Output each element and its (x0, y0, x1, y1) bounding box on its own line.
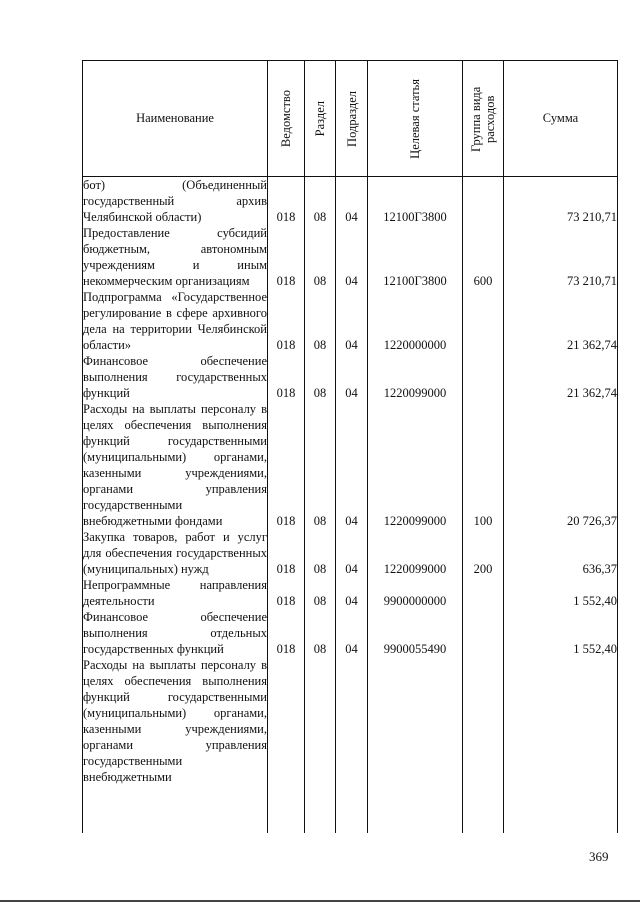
cell-razdel: 08 (305, 401, 336, 529)
cell-summa: 1 552,40 (504, 609, 618, 657)
cell-name: Расходы на выплаты персоналу в целях обеспечения выполнения функций государственными (муниципальными) органами, казенными учреждениями, органами управления государственными внебюджетными фондами (83, 402, 267, 528)
cell-name: Непрограммные направления деятельности (83, 578, 267, 608)
table-row (83, 177, 618, 226)
budget-table (82, 60, 618, 833)
cell-gruppa-vida (463, 657, 504, 833)
table-body (83, 177, 618, 834)
cell-podrazdel: 04 (336, 577, 368, 609)
table-row (83, 225, 618, 289)
cell-gruppa-vida (463, 177, 504, 226)
cell-gruppa-vida: 100 (463, 401, 504, 529)
cell-vedomstvo: 018 (268, 529, 305, 577)
cell-podrazdel: 04 (336, 529, 368, 577)
cell-gruppa-vida: 600 (463, 225, 504, 289)
cell-vedomstvo: 018 (268, 609, 305, 657)
cell-gruppa-vida (463, 289, 504, 353)
cell-name: бот) (Объединенный государственный архив Челябинской области) (83, 178, 267, 224)
header-vedomstvo: Ведомство (268, 61, 305, 177)
cell-celevaya-statya: 12100Г3800 (368, 225, 463, 289)
cell-summa: 1 552,40 (504, 577, 618, 609)
cell-celevaya-statya: 12100Г3800 (368, 177, 463, 226)
table-row (83, 529, 618, 577)
cell-razdel: 08 (305, 225, 336, 289)
cell-vedomstvo: 018 (268, 289, 305, 353)
cell-name: Закупка товаров, работ и услуг для обеспечения государственных (муниципальных) нужд (83, 530, 267, 576)
header-summa: Сумма (504, 61, 618, 177)
table-row (83, 401, 618, 529)
cell-podrazdel: 04 (336, 177, 368, 226)
cell-razdel: 08 (305, 577, 336, 609)
cell-gruppa-vida (463, 353, 504, 401)
cell-summa (504, 657, 618, 833)
cell-podrazdel: 04 (336, 609, 368, 657)
cell-gruppa-vida (463, 609, 504, 657)
header-name: Наименование (83, 61, 268, 177)
cell-vedomstvo: 018 (268, 225, 305, 289)
page-number: 369 (589, 849, 609, 864)
cell-summa: 20 726,37 (504, 401, 618, 529)
cell-razdel: 08 (305, 177, 336, 226)
cell-celevaya-statya: 1220099000 (368, 353, 463, 401)
cell-summa: 73 210,71 (504, 225, 618, 289)
cell-gruppa-vida: 200 (463, 529, 504, 577)
cell-razdel: 08 (305, 609, 336, 657)
cell-celevaya-statya: 9900000000 (368, 577, 463, 609)
table-row (83, 577, 618, 609)
cell-razdel (305, 657, 336, 833)
header-razdel: Раздел (305, 61, 336, 177)
cell-gruppa-vida (463, 577, 504, 609)
cell-podrazdel: 04 (336, 401, 368, 529)
cell-name: Расходы на выплаты персоналу в целях обеспечения выполнения функций государственными (муниципальными) органами, казенными учреждениями, органами управления государственными внебюджетными (83, 657, 268, 833)
header-podrazdel: Подраздел (336, 61, 368, 177)
scan-edge-line (0, 900, 640, 902)
cell-name: Предоставление субсидий бюджетным, автономным учреждениям и иным некоммерческим организациям (83, 226, 267, 288)
cell-podrazdel: 04 (336, 353, 368, 401)
cell-name: Финансовое обеспечение выполнения отдельных государственных функций (83, 610, 267, 656)
cell-vedomstvo: 018 (268, 353, 305, 401)
header-celevaya-statya: Целевая статья (368, 61, 463, 177)
table-row (83, 289, 618, 353)
cell-vedomstvo: 018 (268, 577, 305, 609)
cell-celevaya-statya: 1220099000 (368, 401, 463, 529)
header-gruppa-vida: Группа вида расходов (463, 61, 504, 177)
cell-celevaya-statya: 1220099000 (368, 529, 463, 577)
cell-celevaya-statya: 9900055490 (368, 609, 463, 657)
table-header-row (83, 61, 618, 177)
cell-podrazdel: 04 (336, 289, 368, 353)
cell-razdel: 08 (305, 529, 336, 577)
cell-vedomstvo: 018 (268, 177, 305, 226)
cell-podrazdel (336, 657, 368, 833)
cell-vedomstvo (268, 657, 305, 833)
table-row (83, 353, 618, 401)
cell-summa: 21 362,74 (504, 289, 618, 353)
cell-vedomstvo: 018 (268, 401, 305, 529)
cell-razdel: 08 (305, 353, 336, 401)
table-row (83, 657, 618, 833)
cell-summa: 21 362,74 (504, 353, 618, 401)
cell-name: Финансовое обеспечение выполнения государственных функций (83, 354, 267, 400)
cell-celevaya-statya: 1220000000 (368, 289, 463, 353)
cell-celevaya-statya (368, 657, 463, 833)
cell-podrazdel: 04 (336, 225, 368, 289)
cell-summa: 636,37 (504, 529, 618, 577)
cell-razdel: 08 (305, 289, 336, 353)
cell-summa: 73 210,71 (504, 177, 618, 226)
table-row (83, 609, 618, 657)
cell-name: Подпрограмма «Государственное регулирование в сфере архивного дела на территории Челябинской области» (83, 290, 267, 352)
